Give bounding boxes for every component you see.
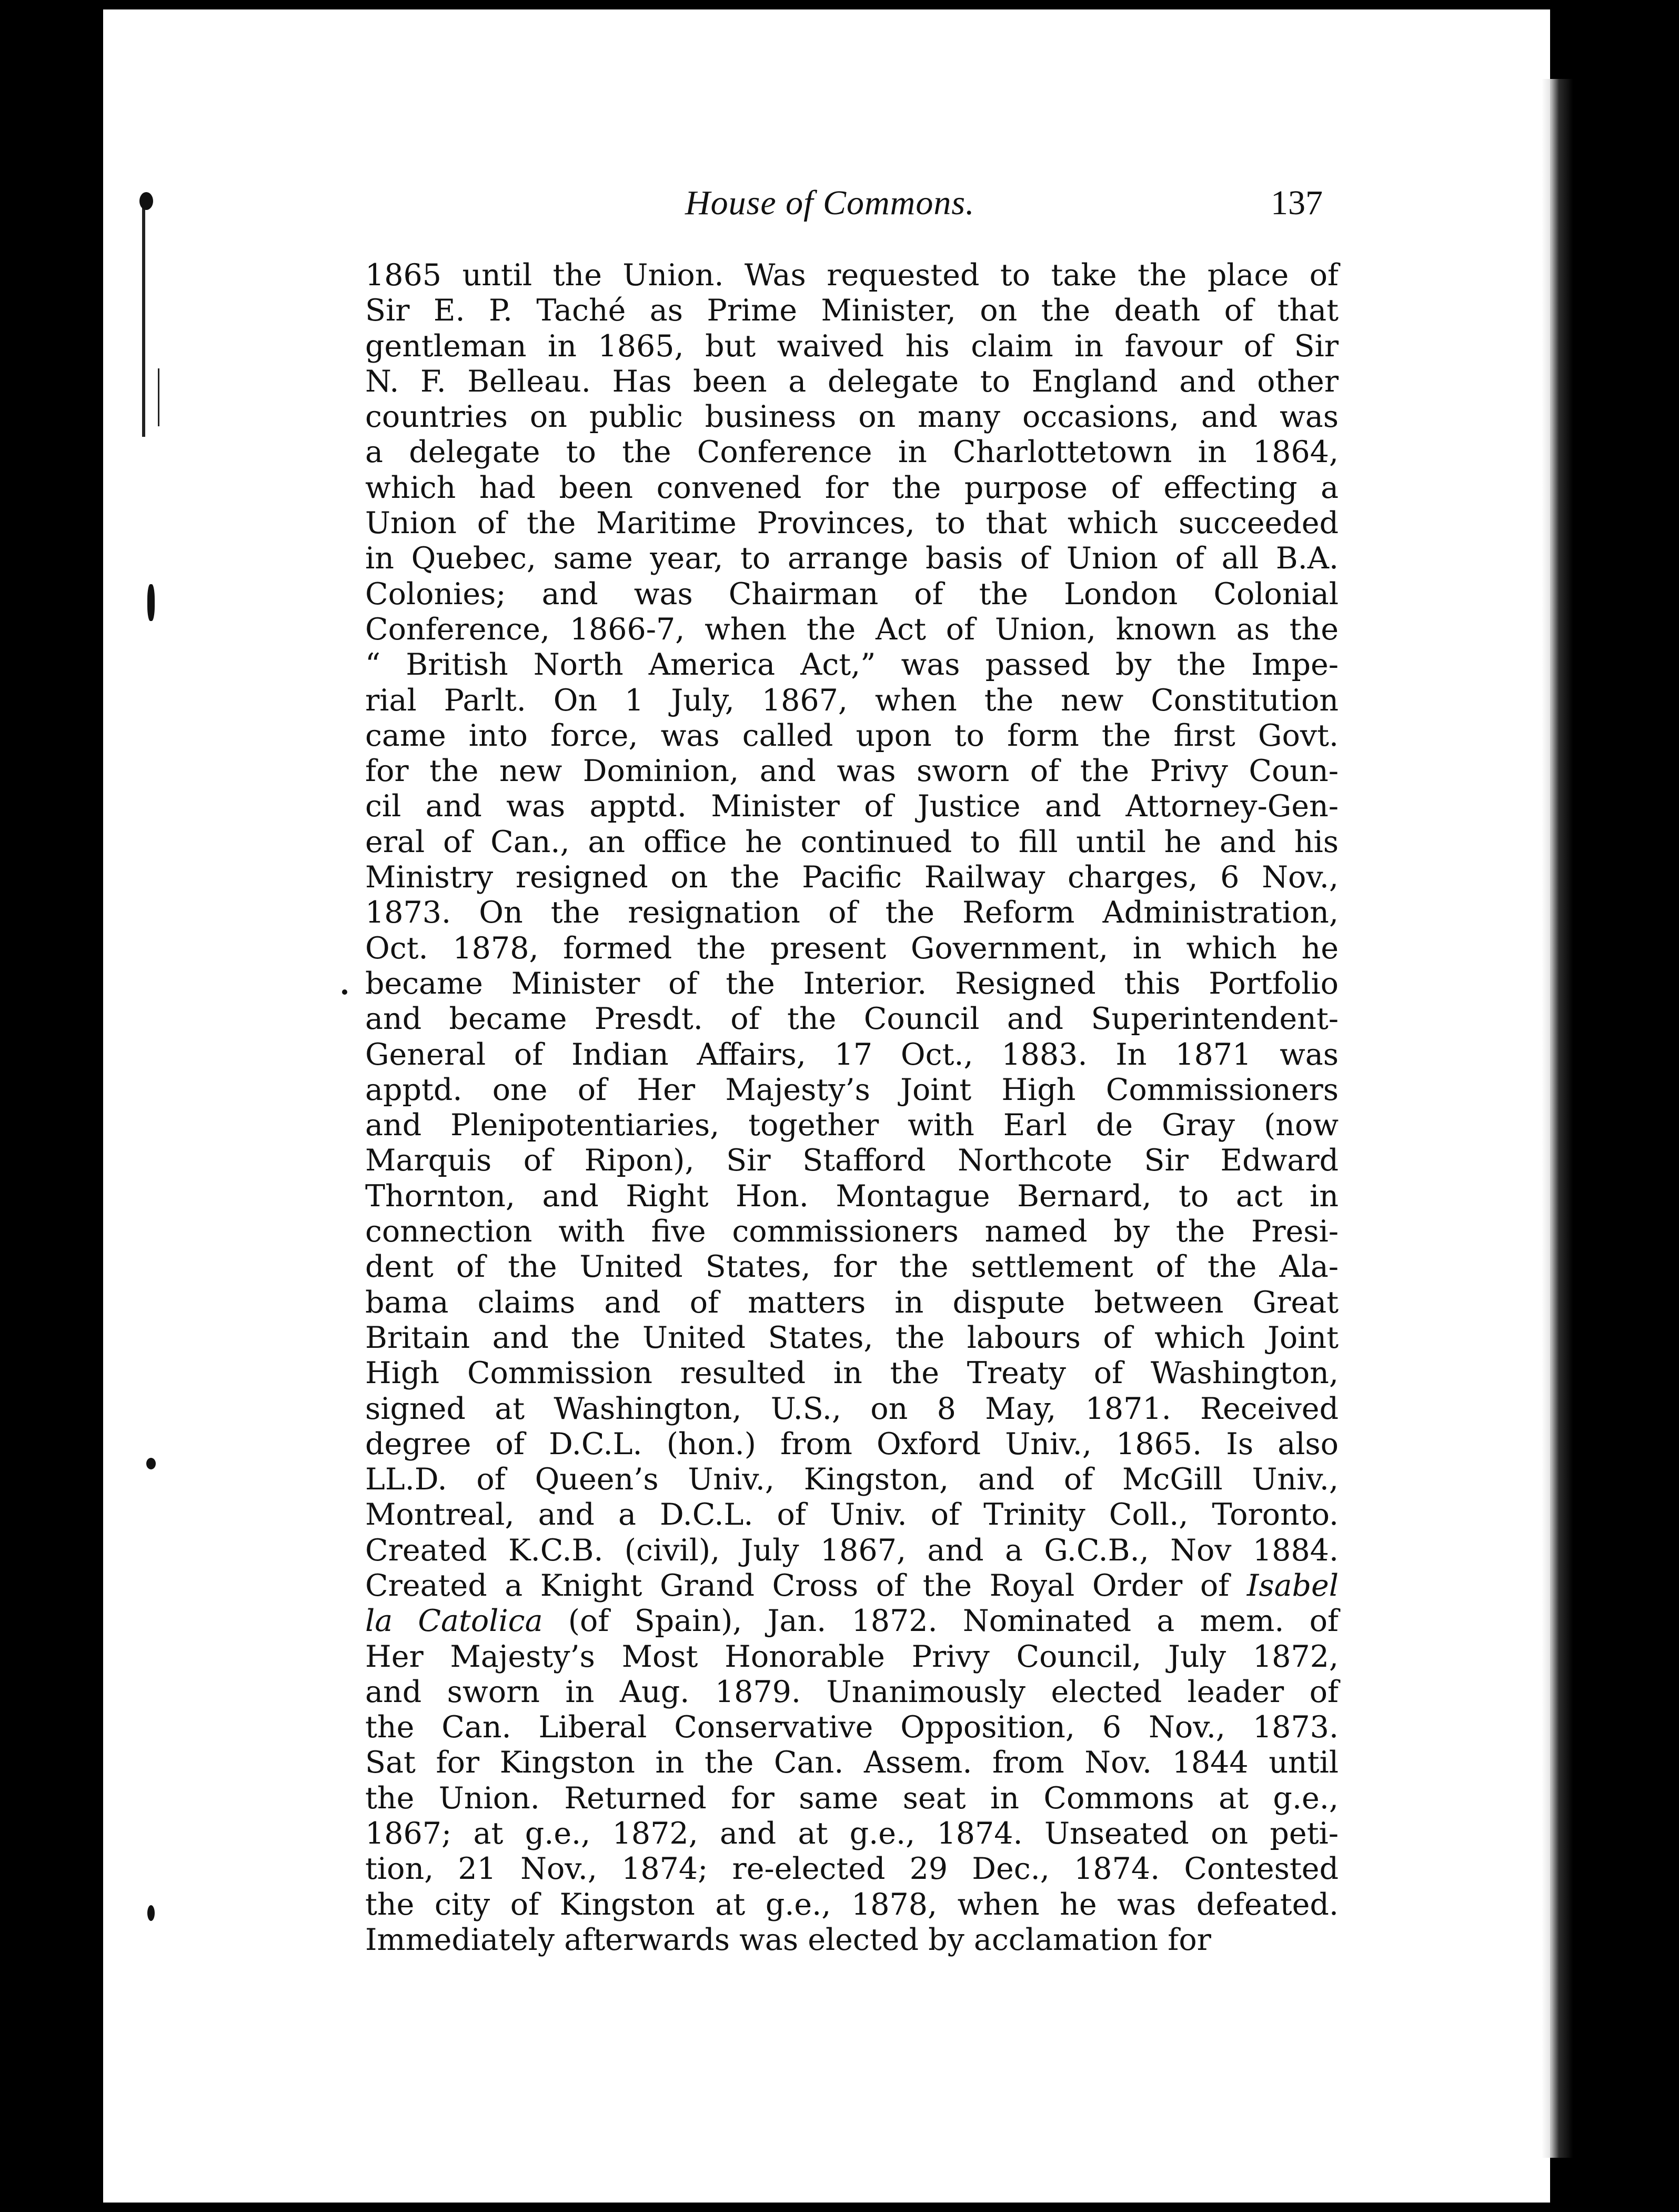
text-line: connection with five commissioners named by the Presi- bbox=[365, 1214, 1339, 1249]
text-line: 1867; at g.e., 1872, and at g.e., 1874. Unseated on peti- bbox=[365, 1816, 1339, 1851]
text-segment: (of Spain), Jan. 1872. Nominated a mem. of bbox=[568, 1604, 1339, 1639]
text-line: General of Indian Affairs, 17 Oct., 1883. In 1871 was bbox=[365, 1037, 1339, 1072]
text-line: LL.D. of Queen’s Univ., Kingston, and of McGill Univ., bbox=[365, 1462, 1339, 1497]
text-line: 1865 until the Union. Was requested to take the place of bbox=[365, 258, 1339, 293]
text-line: the Can. Liberal Conservative Opposition, 6 Nov., 1873. bbox=[365, 1710, 1339, 1745]
text-line: and sworn in Aug. 1879. Unanimously elected leader of bbox=[365, 1674, 1339, 1709]
text-line: bama claims and of matters in dispute between Great bbox=[365, 1285, 1339, 1320]
text-line: Britain and the United States, the labours of which Joint bbox=[365, 1320, 1339, 1355]
text-line bbox=[365, 1604, 1339, 1639]
text-line: apptd. one of Her Majesty’s Joint High Commissioners bbox=[365, 1072, 1339, 1107]
text-line: Montreal, and a D.C.L. of Univ. of Trinity Coll., Toronto. bbox=[365, 1497, 1339, 1533]
margin-scan-mark bbox=[342, 989, 347, 995]
text-line: rial Parlt. On 1 July, 1867, when the new Constitution bbox=[365, 683, 1339, 718]
running-head: House of Commons. bbox=[685, 184, 975, 222]
body-text bbox=[365, 258, 1339, 1958]
text-line: the Union. Returned for same seat in Commons at g.e., bbox=[365, 1780, 1339, 1816]
text-line: for the new Dominion, and was sworn of the Privy Coun- bbox=[365, 754, 1339, 789]
margin-scan-mark bbox=[158, 368, 159, 426]
text-line: and became Presdt. of the Council and Superintendent- bbox=[365, 1002, 1339, 1037]
text-line: Sat for Kingston in the Can. Assem. from Nov. 1844 until bbox=[365, 1745, 1339, 1780]
text-line: the city of Kingston at g.e., 1878, when he was defeated. bbox=[365, 1887, 1339, 1922]
text-line: became Minister of the Interior. Resigned this Portfolio bbox=[365, 966, 1339, 1001]
italic-term: la Catolica bbox=[365, 1604, 543, 1639]
text-line: countries on public business on many occasions, and was bbox=[365, 399, 1339, 435]
margin-scan-mark bbox=[147, 584, 155, 621]
page-number: 137 bbox=[1271, 184, 1323, 222]
text-segment: Created a Knight Grand Cross of the Royal Order of bbox=[365, 1568, 1230, 1603]
text-line: eral of Can., an office he continued to fill until he and his bbox=[365, 824, 1339, 859]
text-line: tion, 21 Nov., 1874; re-elected 29 Dec., 1874. Contested bbox=[365, 1851, 1339, 1887]
text-line: and Plenipotentiaries, together with Earl de Gray (now bbox=[365, 1108, 1339, 1143]
italic-term: Isabel bbox=[1246, 1568, 1339, 1603]
text-line: Created K.C.B. (civil), July 1867, and a G.C.B., Nov 1884. bbox=[365, 1533, 1339, 1568]
margin-scan-mark bbox=[147, 1905, 155, 1921]
text-line: 1873. On the resignation of the Reform Administration, bbox=[365, 895, 1339, 930]
text-line: Union of the Maritime Provinces, to that which succeeded bbox=[365, 506, 1339, 541]
text-line: Oct. 1878, formed the present Government, in which he bbox=[365, 930, 1339, 966]
text-line bbox=[365, 1568, 1339, 1604]
text-line: Immediately afterwards was elected by acclamation for bbox=[365, 1922, 1211, 1957]
text-line: Conference, 1866-7, when the Act of Union, known as the bbox=[365, 612, 1339, 647]
text-line: Marquis of Ripon), Sir Stafford Northcote Sir Edward bbox=[365, 1143, 1339, 1178]
text-line: degree of D.C.L. (hon.) from Oxford Univ., 1865. Is also bbox=[365, 1426, 1339, 1462]
text-line: N. F. Belleau. Has been a delegate to England and other bbox=[365, 364, 1339, 399]
margin-scan-mark bbox=[139, 192, 153, 210]
text-line: cil and was apptd. Minister of Justice and Attorney-Gen- bbox=[365, 789, 1339, 824]
text-line: Sir E. P. Taché as Prime Minister, on the death of that bbox=[365, 293, 1339, 328]
margin-scan-mark bbox=[146, 1458, 156, 1469]
page-edge-shadow bbox=[1542, 79, 1573, 2158]
margin-scan-mark bbox=[142, 205, 145, 437]
text-line: “ British North America Act,” was passed by the Impe- bbox=[365, 647, 1339, 683]
text-line: High Commission resulted in the Treaty of Washington, bbox=[365, 1356, 1339, 1391]
text-line: Ministry resigned on the Pacific Railway charges, 6 Nov., bbox=[365, 860, 1339, 895]
text-line: gentleman in 1865, but waived his claim in favour of Sir bbox=[365, 328, 1339, 364]
text-line: dent of the United States, for the settlement of the Ala- bbox=[365, 1249, 1339, 1285]
scan-bottom-border bbox=[103, 2203, 1550, 2212]
text-line: signed at Washington, U.S., on 8 May, 1871. Received bbox=[365, 1391, 1339, 1426]
text-line: Colonies; and was Chairman of the London Colonial bbox=[365, 576, 1339, 612]
text-line: Thornton, and Right Hon. Montague Bernard, to act in bbox=[365, 1178, 1339, 1214]
text-line: a delegate to the Conference in Charlottetown in 1864, bbox=[365, 435, 1339, 470]
scan-top-border bbox=[103, 0, 1550, 9]
text-line: which had been convened for the purpose of effecting a bbox=[365, 470, 1339, 505]
text-line: came into force, was called upon to form the first Govt. bbox=[365, 718, 1339, 753]
text-line: in Quebec, same year, to arrange basis of Union of all B.A. bbox=[365, 541, 1339, 576]
text-line: Her Majesty’s Most Honorable Privy Council, July 1872, bbox=[365, 1639, 1339, 1674]
